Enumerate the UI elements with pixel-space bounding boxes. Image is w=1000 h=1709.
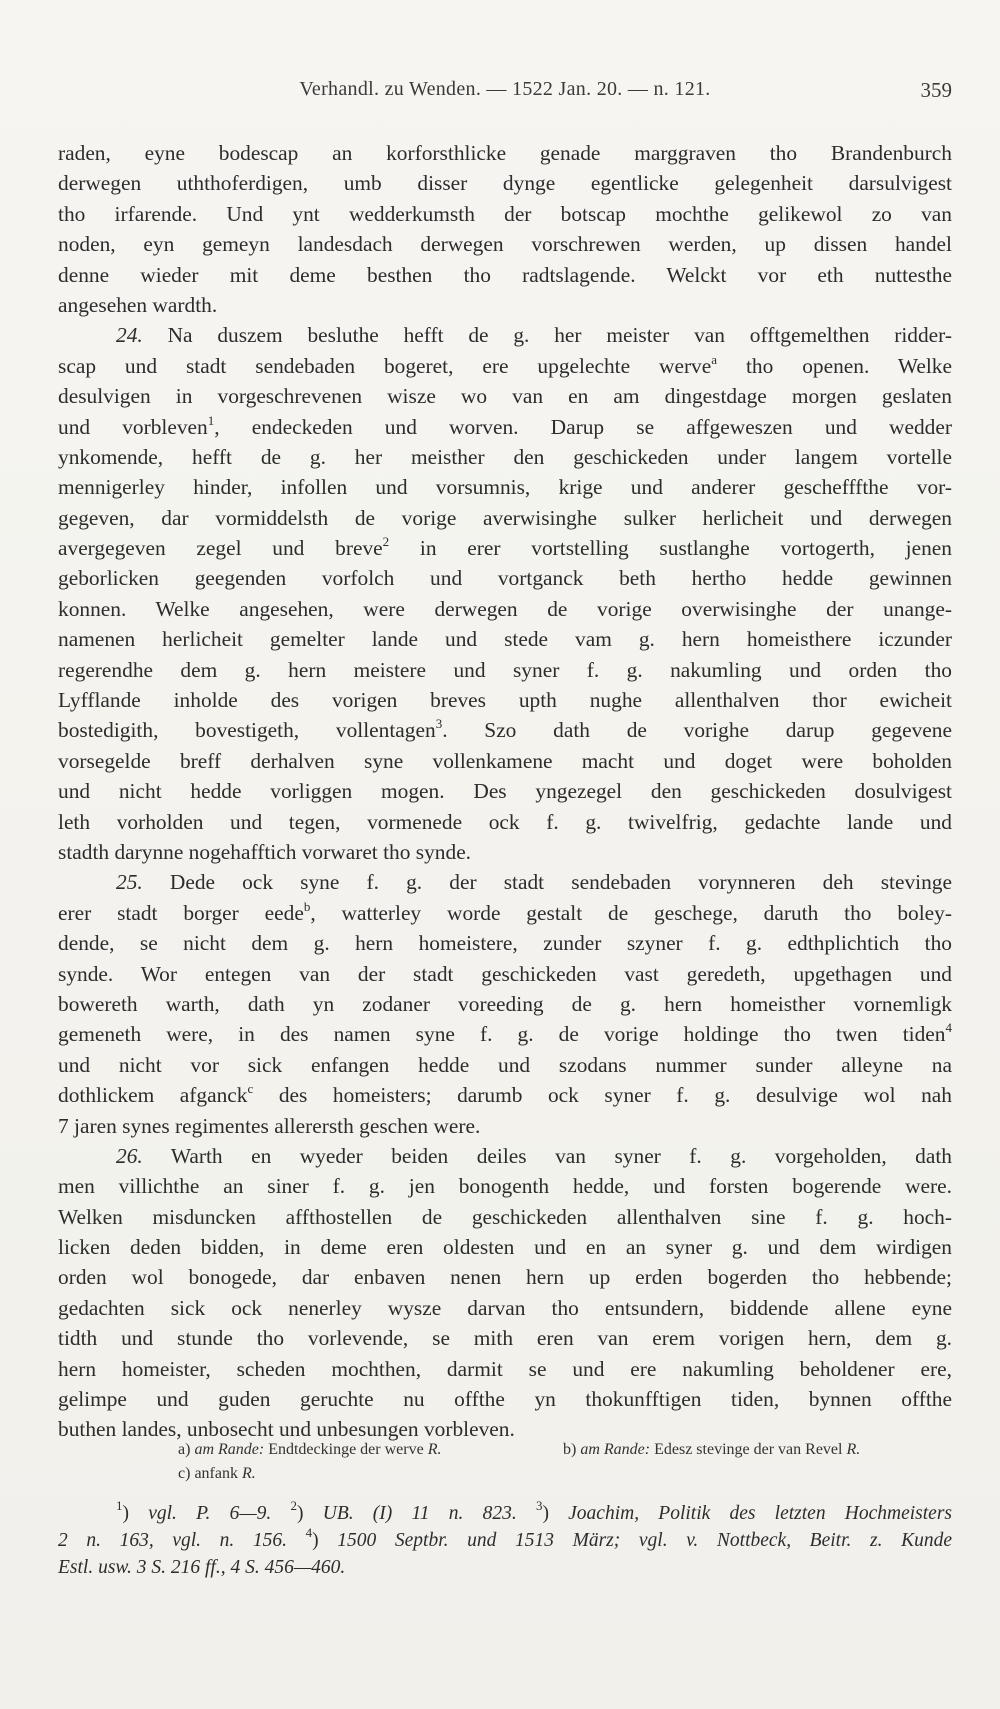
footnote-ref: 4: [945, 1020, 952, 1036]
apparatus-note-a: [178, 1438, 441, 1462]
footnote-text: 1500 Septbr. und 1513 März; vgl. v. Nottbeck, Beitr. z. Kunde: [337, 1530, 952, 1551]
text-line: [58, 898, 952, 928]
text-line: stadth darynne nogehafftich vorwaret tho synde.: [58, 839, 472, 864]
footnote-ref: a: [711, 351, 718, 367]
text-line: orden wol bonogede, dar enbaven nenen hern up erden bogerden tho hebbende;: [58, 1265, 952, 1290]
section-number: 24.: [116, 323, 143, 348]
text-line: Welken misduncken affthostellen de geschickeden allenthalven sine f. g. hoch-: [58, 1204, 952, 1229]
text-line: gegeven, dar vormiddelsth de vorige averwisinghe sulker herlicheit und derwegen: [58, 505, 952, 530]
text-line: und nicht vor sick enfangen hedde und szodans nummer sunder alleyne na: [58, 1052, 952, 1077]
page-number: 359: [920, 78, 952, 102]
apparatus-row: [58, 1438, 952, 1462]
section-number: 26.: [116, 1143, 143, 1168]
note-text: Endtdeckinge der werve: [268, 1441, 424, 1458]
running-header: [58, 78, 952, 108]
text-line: mennigerley hinder, infollen und vorsumnis, krige und anderer geschefffthe vor-: [58, 475, 952, 500]
running-title: Verhandl. zu Wenden. — 1522 Jan. 20. — n. 121.: [299, 78, 711, 100]
text-segment: , watterley worde gestalt de geschege, daruth tho boley-: [310, 900, 952, 925]
text-line: licken deden bidden, in deme eren oldesten und en an syner g. und dem wirdigen: [58, 1235, 952, 1260]
text-segment: Na duszem besluthe hefft de g. her meister van offtgemelthen ridder-: [167, 323, 952, 348]
text-line: tho irfarende. Und ynt wedderkumsth der botscap mochthe gelikewol zo van: [58, 201, 952, 226]
text-line: geborlicken geegenden vorfolch und vortganck beth hertho hedde gewinnen: [58, 566, 952, 591]
text-line: regerendhe dem g. hern meistere und syner f. g. nakumling und orden tho: [58, 657, 952, 682]
text-line: gedachten sick ock nenerley wysze darvan tho entsundern, biddende allene eyne: [58, 1295, 952, 1320]
apparatus-row: [58, 1462, 952, 1486]
text-line: men villichthe an siner f. g. jen bonogenth hedde, und forsten bogerende were.: [58, 1174, 952, 1199]
text-segment: . Szo dath de vorighe darup gegevene: [442, 718, 952, 743]
footnote-text: UB. (I) 11 n. 823.: [322, 1503, 517, 1524]
text-line: tidth und stunde tho vorlevende, se mith eren van erem vorigen hern, dem g.: [58, 1326, 952, 1351]
text-line: [58, 533, 952, 563]
text-segment: tho openen. Welke: [717, 353, 952, 378]
text-line: 7 jaren synes regimentes allerersth geschen were.: [58, 1113, 481, 1138]
footnote-ref: b: [303, 898, 311, 914]
footnote-ref: 3: [435, 716, 443, 732]
text-line: hern homeister, scheden mochthen, darmit se und ere nakumling beholdener ere,: [58, 1356, 952, 1381]
note-text: anfank: [194, 1465, 238, 1482]
footnote-line: 2 n. 163, vgl. n. 156. $^4$) 1500 Septbr. und 1513 März; vgl. v. Nottbeck, Beitr. z. Kunde: [58, 1525, 952, 1551]
text-segment: in erer vortstelling sustlanghe vortogerth, jenen: [389, 536, 953, 561]
footnote-ref: c: [247, 1081, 254, 1097]
text-line: bowereth warth, dath yn zodaner voreeding de g. hern homeisther vornemligk: [58, 991, 952, 1016]
critical-apparatus: [58, 1438, 952, 1486]
text-line: desulvigen in vorgeschrevenen wisze wo van en am dingestdage morgen geslaten: [58, 384, 952, 409]
text-segment: avergegeven zegel und breve: [58, 536, 383, 561]
note-label: c): [178, 1465, 191, 1482]
text-segment: , endeckeden und worven. Darup se affgeweszen und wedder: [214, 414, 952, 439]
footnote-ref: 1: [207, 412, 215, 428]
text-line: [58, 1080, 952, 1110]
text-segment: Warth en wyeder beiden deiles van syner f. g. vorgeholden, dath: [170, 1143, 952, 1168]
note-margin: am Rande:: [194, 1441, 265, 1458]
footnote-line: $^1$) vgl. P. 6—9. $^2$) UB. (I) 11 n. 823. $^3$) Joachim, Politik des letzten Hochmeisters: [116, 1498, 953, 1524]
text-line: vorsegelde breff derhalven syne vollenkamene macht und doget were boholden: [58, 748, 952, 773]
text-line: gelimpe und guden geruchte nu offthe yn thokunfftigen tiden, bynnen offthe: [58, 1387, 952, 1412]
text-line: [58, 412, 952, 442]
text-line: synde. Wor entegen van der stadt geschickeden vast geredeth, upgethagen und: [58, 961, 952, 986]
footnote-text: vgl. P. 6—9.: [148, 1503, 272, 1524]
text-segment: dothlickem afganck: [58, 1083, 248, 1108]
text-line: und nicht hedde vorliggen mogen. Des yngezegel den geschickeden dosulvigest: [58, 779, 952, 804]
text-segment: gemeneth were, in des namen syne f. g. de vorige holdinge tho twen tiden: [58, 1022, 946, 1047]
text-line: [58, 1019, 952, 1049]
text-line: [58, 351, 952, 381]
note-label: b): [563, 1441, 577, 1458]
text-line: noden, eyn gemeyn landesdach derwegen vorschrewen werden, up dissen handel: [58, 232, 952, 257]
text-line: konnen. Welke angesehen, were derwegen de vorige overwisinghe der unange-: [58, 596, 952, 621]
text-segment: erer stadt borger eede: [58, 900, 304, 925]
footnote-text: Joachim, Politik des letzten Hochmeisters: [568, 1503, 953, 1524]
footnote-marker: 3: [535, 1498, 543, 1513]
footnote-ref: 2: [382, 534, 390, 550]
section-number: 25.: [116, 870, 143, 895]
text-line: leth vorholden und tegen, vormenede ock f. g. twivelfrig, gedachte lande und: [58, 809, 952, 834]
text-line: dende, se nicht dem g. hern homeistere, zunder szyner f. g. edthplichtich tho: [58, 931, 952, 956]
text-line: buthen landes, unbosecht und unbesungen vorbleven.: [58, 1417, 515, 1442]
text-segment: bostedigith, bovestigeth, vollentagen: [58, 718, 436, 743]
section-24-first-line: [58, 320, 952, 350]
section-26-first-line: [58, 1141, 952, 1171]
text-line: derwegen uththoferdigen, umb disser dynge egentlicke gelegenheit darsulvigest: [58, 171, 952, 196]
text-line: raden, eyne bodescap an korforsthlicke genade marggraven tho Brandenburch: [58, 141, 952, 165]
text-segment: scap und stadt sendebaden bogeret, ere upgelechte werve: [58, 353, 712, 378]
note-label: a): [178, 1441, 191, 1458]
note-text: Edesz stevinge der van Revel: [654, 1441, 843, 1458]
text-segment: Dede ock syne f. g. der stadt sendebaden vorynneren deh stevinge: [169, 870, 952, 895]
footnote-marker: 2: [290, 1498, 298, 1513]
text-line: angesehen wardth.: [58, 292, 218, 317]
section-25-first-line: [58, 867, 952, 897]
note-source: R.: [846, 1441, 861, 1458]
note-source: R.: [427, 1441, 442, 1458]
text-line: namenen herlicheit gemelter lande und stede vam g. hern homeisthere iczunder: [58, 627, 952, 652]
note-margin: am Rande:: [580, 1441, 651, 1458]
text-line: ynkomende, hefft de g. her meisther den geschickeden under langem vortelle: [58, 444, 952, 469]
apparatus-note-c: [178, 1462, 256, 1486]
footnote-text: Estl. usw. 3 S. 216 ff., 4 S. 456—460.: [58, 1557, 346, 1578]
text-segment: des homeisters; darumb ock syner f. g. desulvige wol nah: [253, 1083, 953, 1108]
footnote-text: 2 n. 163, vgl. n. 156.: [58, 1530, 288, 1551]
text-segment: und vorbleven: [58, 414, 208, 439]
footnote-marker: 4: [305, 1525, 313, 1540]
text-line: denne wieder mit deme besthen tho radtslagende. Welckt vor eth nuttesthe: [58, 262, 952, 287]
main-text: [58, 138, 952, 1445]
footnotes: [58, 1500, 952, 1581]
text-line: [58, 715, 952, 745]
note-source: R.: [241, 1465, 256, 1482]
footnote-line: [58, 1554, 952, 1581]
text-line: Lyfflande inholde des vorigen breves upth nughe allenthalven thor ewicheit: [58, 688, 952, 713]
apparatus-note-b: [563, 1438, 860, 1462]
footnote-marker: 1: [116, 1498, 123, 1513]
